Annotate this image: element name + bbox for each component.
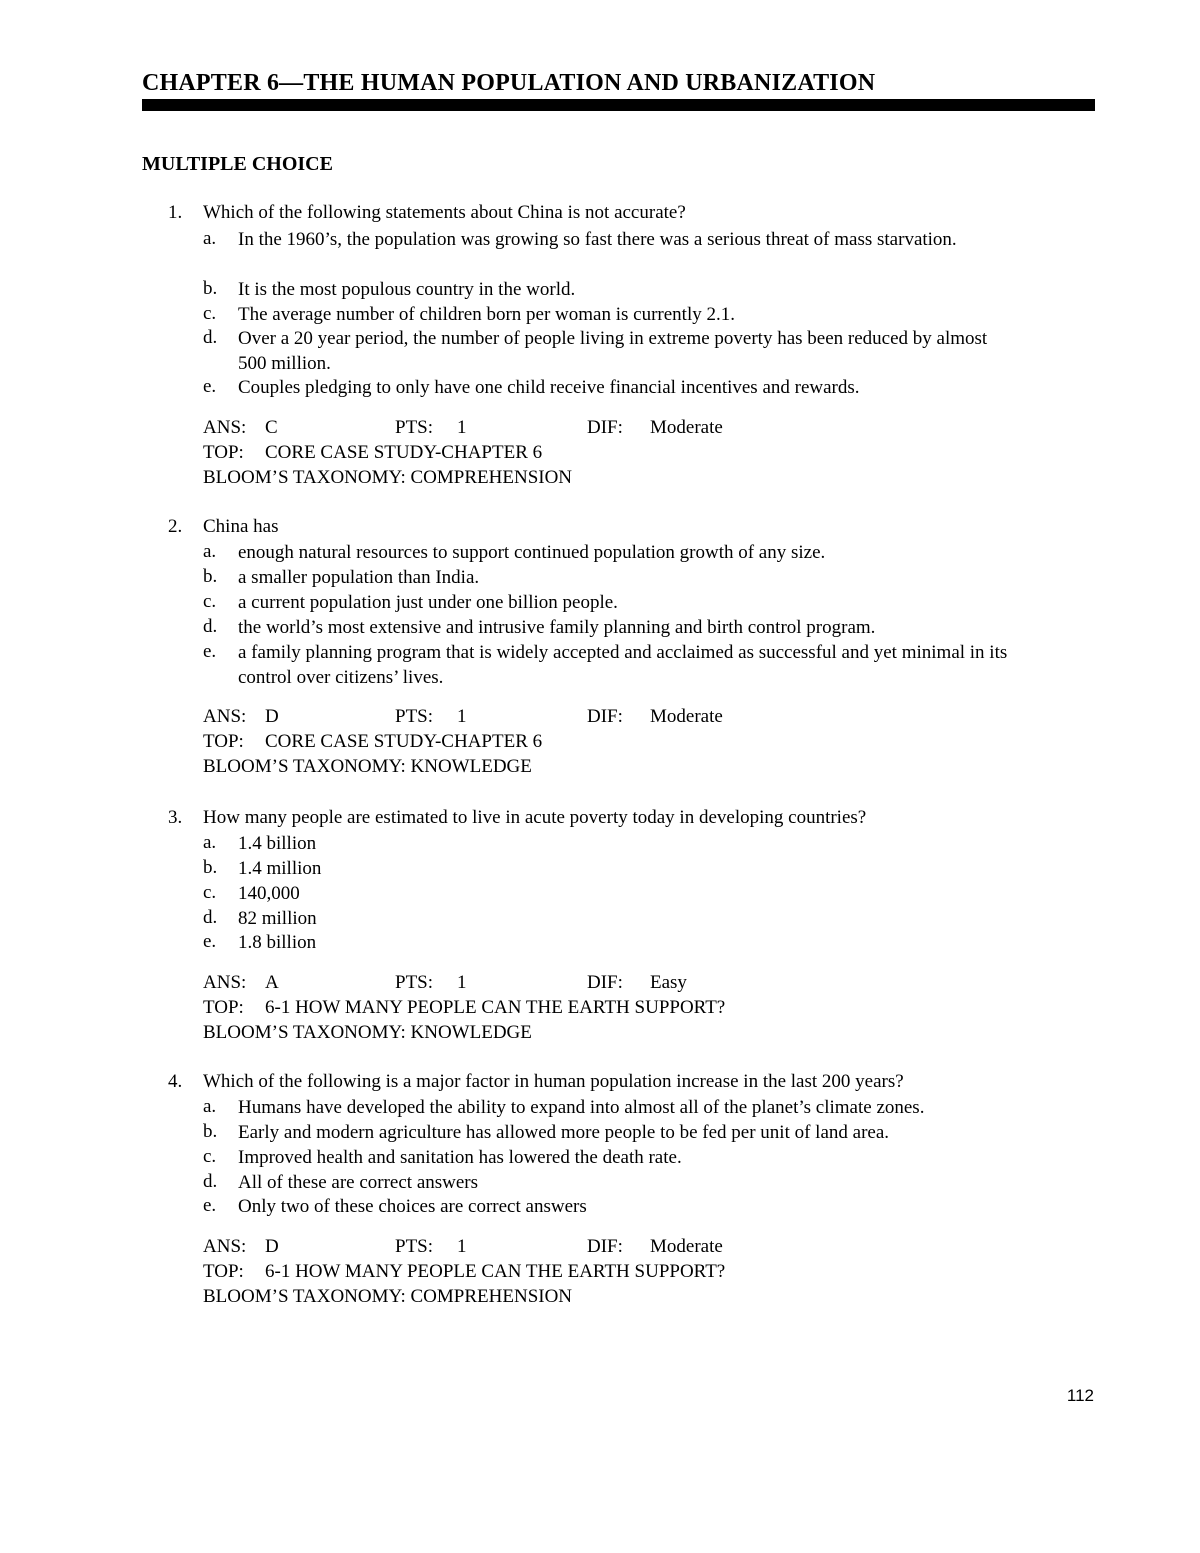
topic-label: TOP: <box>203 1261 244 1282</box>
option-text: Humans have developed the ability to expand into almost all of the planet’s climate zones. <box>238 1097 925 1118</box>
option-letter: a. <box>203 832 217 853</box>
bloom-taxonomy: BLOOM’S TAXONOMY: KNOWLEDGE <box>203 1022 532 1043</box>
difficulty-label: DIF: <box>587 972 623 993</box>
option-letter: c. <box>203 591 217 612</box>
title-rule <box>142 99 1095 111</box>
option-letter: d. <box>203 327 218 348</box>
points-value: 1 <box>457 972 467 993</box>
topic-value: 6-1 HOW MANY PEOPLE CAN THE EARTH SUPPORT? <box>265 1261 726 1282</box>
section-heading: MULTIPLE CHOICE <box>142 153 333 175</box>
option-letter: d. <box>203 1171 218 1192</box>
option-text: The average number of children born per woman is currently 2.1. <box>238 304 735 325</box>
topic-label: TOP: <box>203 997 244 1018</box>
answer-value: A <box>265 972 279 993</box>
option-text: a family planning program that is widely accepted and acclaimed as successful and yet minimal in its control over citizens’ lives. <box>238 642 1008 688</box>
bloom-taxonomy: BLOOM’S TAXONOMY: COMPREHENSION <box>203 467 573 488</box>
question-stem: How many people are estimated to live in acute poverty today in developing countries? <box>203 807 867 828</box>
difficulty-label: DIF: <box>587 1236 623 1257</box>
option-text: 140,000 <box>238 883 300 904</box>
bloom-taxonomy: BLOOM’S TAXONOMY: COMPREHENSION <box>203 1286 573 1307</box>
option-text: 82 million <box>238 908 317 929</box>
option-letter: d. <box>203 616 218 637</box>
option-text: Over a 20 year period, the number of people living in extreme poverty has been reduced by almost 500 million. <box>238 328 988 374</box>
option-letter: a. <box>203 1096 217 1117</box>
option-letter: c. <box>203 303 217 324</box>
points-value: 1 <box>457 417 467 438</box>
question-stem-row <box>0 807 1200 832</box>
answer-label: ANS: <box>203 706 247 727</box>
answer-label: ANS: <box>203 417 247 438</box>
topic-value: CORE CASE STUDY-CHAPTER 6 <box>265 731 543 752</box>
option-text: It is the most populous country in the world. <box>238 279 576 300</box>
points-label: PTS: <box>395 706 434 727</box>
question-stem: China has <box>203 516 279 537</box>
bloom-taxonomy: BLOOM’S TAXONOMY: KNOWLEDGE <box>203 756 532 777</box>
question-stem: Which of the following statements about China is not accurate? <box>203 202 686 223</box>
points-value: 1 <box>457 1236 467 1257</box>
option-text: Improved health and sanitation has lowered the death rate. <box>238 1147 682 1168</box>
option-letter: a. <box>203 228 217 249</box>
answer-label: ANS: <box>203 1236 247 1257</box>
points-label: PTS: <box>395 1236 434 1257</box>
option-letter: c. <box>203 1146 217 1167</box>
answer-value: D <box>265 1236 279 1257</box>
difficulty-value: Moderate <box>650 706 723 727</box>
option-letter: b. <box>203 857 218 878</box>
question-stem-row <box>0 516 1200 541</box>
option-text: 1.8 billion <box>238 932 317 953</box>
option-letter: e. <box>203 1195 217 1216</box>
question-stem-row <box>0 1071 1200 1096</box>
topic-value: 6-1 HOW MANY PEOPLE CAN THE EARTH SUPPORT? <box>265 997 726 1018</box>
difficulty-value: Moderate <box>650 417 723 438</box>
answer-label: ANS: <box>203 972 247 993</box>
option-letter: e. <box>203 376 217 397</box>
topic-label: TOP: <box>203 442 244 463</box>
option-letter: b. <box>203 278 218 299</box>
points-label: PTS: <box>395 417 434 438</box>
question-stem: Which of the following is a major factor in human population increase in the last 200 years? <box>203 1071 904 1092</box>
chapter-title: CHAPTER 6—THE HUMAN POPULATION AND URBANIZATION <box>142 70 876 96</box>
option-text: In the 1960’s, the population was growing so fast there was a serious threat of mass starvation. <box>238 229 957 250</box>
option-text: All of these are correct answers <box>238 1172 479 1193</box>
option-text: 1.4 million <box>238 858 322 879</box>
difficulty-value: Moderate <box>650 1236 723 1257</box>
option-text: a current population just under one billion people. <box>238 592 618 613</box>
difficulty-value: Easy <box>650 972 687 993</box>
option-text: 1.4 billion <box>238 833 317 854</box>
option-letter: d. <box>203 907 218 928</box>
points-value: 1 <box>457 706 467 727</box>
option-letter: c. <box>203 882 217 903</box>
topic-value: CORE CASE STUDY-CHAPTER 6 <box>265 442 543 463</box>
option-text: Early and modern agriculture has allowed more people to be fed per unit of land area. <box>238 1122 890 1143</box>
option-text: the world’s most extensive and intrusive family planning and birth control program. <box>238 617 876 638</box>
topic-label: TOP: <box>203 731 244 752</box>
difficulty-label: DIF: <box>587 706 623 727</box>
points-label: PTS: <box>395 972 434 993</box>
question-number: 1. <box>168 202 183 223</box>
option-text: Couples pledging to only have one child receive financial incentives and rewards. <box>238 377 860 398</box>
answer-value: C <box>265 417 278 438</box>
option-letter: e. <box>203 641 217 662</box>
option-letter: b. <box>203 1121 218 1142</box>
option-letter: b. <box>203 566 218 587</box>
option-text: enough natural resources to support continued population growth of any size. <box>238 542 826 563</box>
option-text: a smaller population than India. <box>238 567 480 588</box>
difficulty-label: DIF: <box>587 417 623 438</box>
option-letter: e. <box>203 931 217 952</box>
answer-value: D <box>265 706 279 727</box>
question-stem-row <box>0 202 1200 227</box>
question-number: 3. <box>168 807 183 828</box>
question-number: 2. <box>168 516 183 537</box>
option-text: Only two of these choices are correct answers <box>238 1196 587 1217</box>
option-letter: a. <box>203 541 217 562</box>
question-number: 4. <box>168 1071 183 1092</box>
page-number: 112 <box>1066 1386 1094 1405</box>
